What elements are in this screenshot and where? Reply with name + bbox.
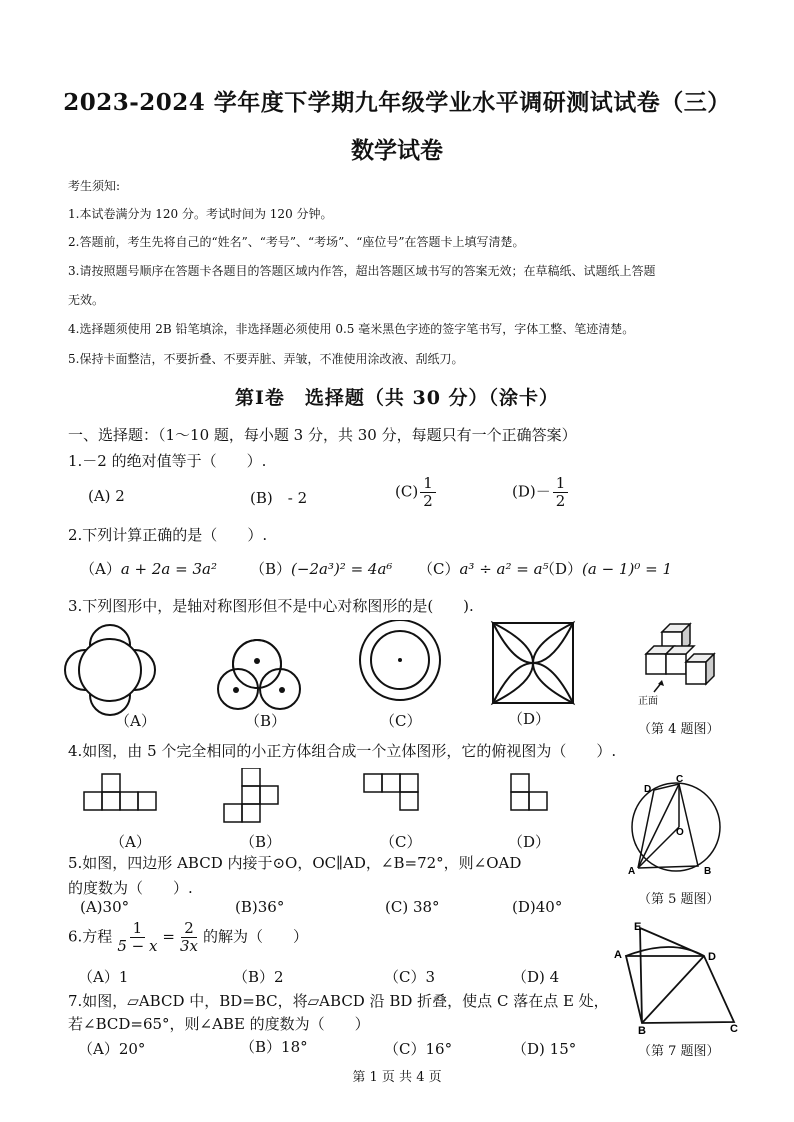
fraction-denominator: 2 bbox=[423, 492, 433, 510]
q7-option-c: （C）16° bbox=[384, 1040, 453, 1058]
q7-parallelogram-figure bbox=[612, 918, 752, 1036]
q6-stem bbox=[68, 920, 308, 955]
q3-figure-a bbox=[65, 625, 155, 715]
point-label: O bbox=[676, 827, 684, 838]
q5-option-b: (B)36° bbox=[235, 898, 285, 916]
q7-stem-line2: 若∠BCD=65°，则∠ABE 的度数为（ ） bbox=[68, 1015, 370, 1033]
q2-option-c-label: （C） bbox=[418, 560, 460, 578]
q4-label-c: （C） bbox=[380, 833, 422, 851]
q4-figure-b bbox=[224, 768, 278, 822]
q6-option-b: （B）2 bbox=[233, 968, 284, 986]
fraction-numerator: 1 bbox=[553, 475, 569, 493]
exam-subtitle: 数学试卷 bbox=[351, 137, 443, 164]
q6-option-d: （D) 4 bbox=[512, 968, 560, 986]
q4-figure-caption: （第 4 题图） bbox=[638, 722, 720, 737]
q3-stem: 3.下列图形中，是轴对称图形但不是中心对称图形的是( ). bbox=[68, 597, 474, 615]
q2-option-d-expr: (a − 1)⁰ = 1 bbox=[582, 560, 672, 578]
q1-option-b: (B) - 2 bbox=[250, 489, 308, 507]
fraction bbox=[420, 475, 436, 510]
q7-stem-line1: 7.如图，▱ABCD 中，BD=BC，将▱ABCD 沿 BD 折叠，使点 C 落在点 E 处， bbox=[68, 992, 609, 1010]
point-label: E bbox=[634, 921, 642, 933]
q3-label-a: （A） bbox=[115, 712, 156, 730]
point-label: D bbox=[708, 951, 716, 963]
q6-option-a: （A）1 bbox=[78, 968, 129, 986]
note-item-4: 4.选择题须使用 2B 铅笔填涂，非选择题必须使用 0.5 毫米黑色字迹的签字笔书写，字体工整、笔迹清楚。 bbox=[68, 322, 635, 336]
q2-option-d-label: （D） bbox=[540, 560, 583, 578]
q5-option-c: (C) 38° bbox=[385, 898, 440, 916]
q4-options-figures bbox=[78, 768, 578, 828]
q4-label-b: （B） bbox=[240, 833, 282, 851]
q5-stem-line2: 的度数为（ ）. bbox=[68, 879, 193, 897]
q2-option-a bbox=[80, 558, 217, 579]
note-item-2: 2.答题前，考生先将自己的“姓名”、“考号”、“考场”、“座位号”在答题卡上填写清楚。 bbox=[68, 235, 525, 249]
q1-option-c bbox=[395, 475, 438, 510]
q3-label-c: （C） bbox=[380, 712, 422, 730]
fraction-numerator: 2 bbox=[181, 920, 197, 938]
note-item-3-cont: 无效。 bbox=[68, 293, 105, 307]
q3-label-d: （D） bbox=[508, 710, 551, 728]
note-item-1: 1.本试卷满分为 120 分。考试时间为 120 分钟。 bbox=[68, 207, 333, 221]
q5-figure-caption: （第 5 题图） bbox=[638, 892, 720, 907]
section-instruction: 一、选择题：（1～10 题，每小题 3 分，共 30 分，每题只有一个正确答案） bbox=[68, 426, 577, 444]
fraction-numerator: 1 bbox=[420, 475, 436, 493]
q5-stem-line1: 5.如图，四边形 ABCD 内接于⊙O，OC∥AD，∠B=72°，则∠OAD bbox=[68, 854, 522, 872]
q7-option-b: （B）18° bbox=[240, 1038, 308, 1056]
q6-stem-suffix: 的解为（ ） bbox=[203, 927, 309, 946]
fraction-numerator: 1 bbox=[130, 920, 146, 938]
q6-option-c: （C）3 bbox=[384, 968, 436, 986]
q6-stem-prefix: 6.方程 bbox=[68, 927, 113, 946]
q1-option-d-label: (D)－ bbox=[512, 482, 551, 501]
fraction bbox=[177, 920, 201, 955]
q4-cube-figure bbox=[632, 620, 742, 710]
point-label: B bbox=[638, 1025, 646, 1036]
point-label: B bbox=[704, 866, 712, 877]
equals-sign: = bbox=[162, 927, 175, 946]
note-item-5: 5.保持卡面整洁，不要折叠、不要弄脏、弄皱，不准使用涂改液、刮纸刀。 bbox=[68, 352, 464, 366]
fraction bbox=[553, 475, 569, 510]
q1-option-a: (A) 2 bbox=[88, 487, 125, 505]
q2-option-a-expr: a + 2a = 3a² bbox=[120, 560, 217, 578]
fraction-denominator: 2 bbox=[555, 492, 566, 510]
point-label: C bbox=[676, 774, 684, 785]
q7-figure-caption: （第 7 题图） bbox=[638, 1044, 720, 1059]
q7-option-d: （D) 15° bbox=[512, 1040, 577, 1058]
q4-label-d: （D） bbox=[508, 833, 551, 851]
q3-figures bbox=[60, 620, 660, 720]
q2-option-d bbox=[540, 558, 672, 579]
q5-circle-figure bbox=[626, 772, 726, 882]
exam-title: 2023-2024 学年度下学期九年级学业水平调研测试试卷（三） bbox=[63, 89, 731, 116]
q1-stem: 1.－2 的绝对值等于（ ）. bbox=[68, 452, 267, 470]
q1-option-d bbox=[512, 475, 570, 510]
q4-label-a: （A） bbox=[110, 833, 151, 851]
point-label: A bbox=[614, 949, 622, 961]
fraction-denominator: 5 − x bbox=[117, 937, 158, 955]
notes-heading: 考生须知: bbox=[68, 179, 121, 193]
q7-option-a: （A）20° bbox=[78, 1040, 146, 1058]
q5-option-d: (D)40° bbox=[512, 898, 563, 916]
page-number: 第 1 页 共 4 页 bbox=[352, 1070, 442, 1085]
q3-figure-b bbox=[218, 640, 300, 709]
q2-option-b bbox=[250, 558, 392, 579]
note-item-3: 3.请按照题号顺序在答题卡各题目的答题区域内作答，超出答题区域书写的答案无效；在草稿纸、试题纸上答题 bbox=[68, 264, 656, 278]
q3-label-b: （B） bbox=[245, 712, 287, 730]
q2-stem: 2.下列计算正确的是（ ）. bbox=[68, 526, 268, 544]
q4-figure-c bbox=[364, 774, 418, 810]
q3-figure-d bbox=[493, 623, 573, 703]
q2-option-b-expr: (−2a³)² = 4a⁶ bbox=[291, 560, 393, 578]
q2-option-b-label: （B） bbox=[250, 560, 292, 578]
front-label: 正面 bbox=[638, 696, 658, 707]
q3-figure-c bbox=[360, 620, 440, 700]
point-label: C bbox=[730, 1023, 738, 1035]
q2-option-c bbox=[418, 558, 549, 579]
fraction-denominator: 3x bbox=[180, 937, 199, 955]
q1-option-c-label: (C) bbox=[395, 482, 419, 501]
q4-figure-a bbox=[84, 774, 156, 810]
point-label: A bbox=[628, 866, 636, 877]
point-label: D bbox=[644, 784, 652, 795]
q2-option-a-label: （A） bbox=[80, 560, 121, 578]
q4-figure-d bbox=[511, 774, 547, 810]
fraction bbox=[114, 920, 160, 955]
q4-stem: 4.如图，由 5 个完全相同的小正方体组合成一个立体图形，它的俯视图为（ ）. bbox=[68, 742, 617, 760]
q5-option-a: (A)30° bbox=[80, 898, 130, 916]
section-title: 第Ⅰ卷 选择题（共 30 分）（涂卡） bbox=[234, 387, 560, 409]
q2-option-c-expr: a³ ÷ a² = a⁵ bbox=[459, 560, 549, 578]
